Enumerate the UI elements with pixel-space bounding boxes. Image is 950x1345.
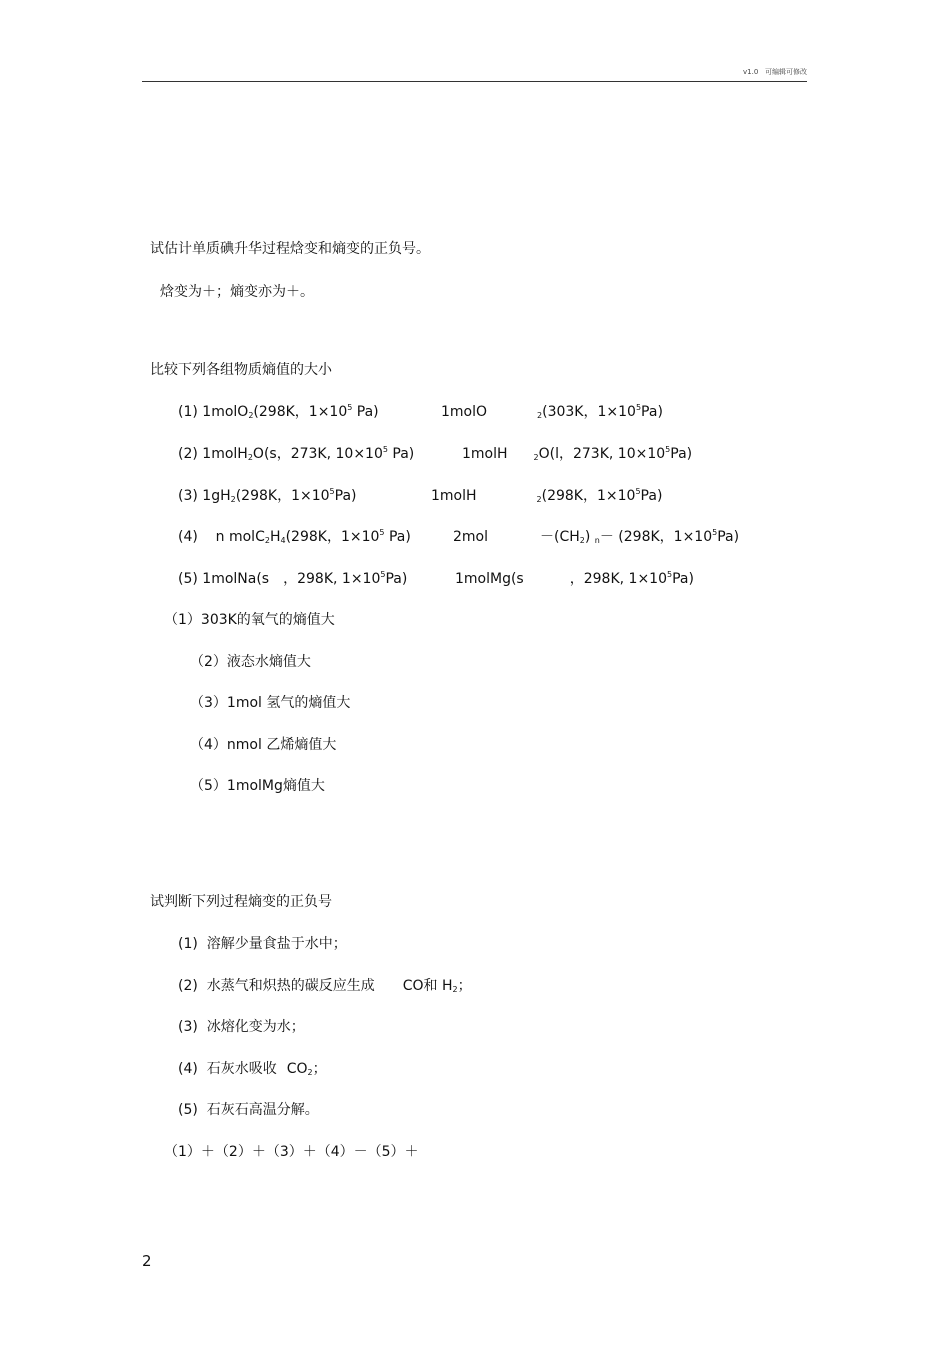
q3-question: 试判断下列过程熵变的正负号 — [150, 894, 332, 910]
q2-item-4-left: (4) n $molC_2H_4(298K$，$1\times 10^5$ Pa) — [178, 528, 411, 545]
q2-item-3-right: 1molH $_2$(298K，$1\times 10^5Pa$) — [431, 487, 663, 504]
header-divider — [142, 81, 807, 82]
q2-question: 比较下列各组物质熵值的大小 — [150, 362, 332, 378]
q2-item-4-mid: 2mol — [453, 529, 488, 545]
q2-item-3-left: (3) $1gH_2(298K$，$1\times 10^5Pa$) — [178, 487, 357, 504]
q2-item-1-right: 1molO $_2$(303K，$1\times 10^5Pa$) — [441, 403, 663, 420]
q3-answer: （1）＋（2）＋（3）＋（4）－（5）＋ — [164, 1144, 419, 1160]
header-version: v1.0 — [743, 68, 759, 76]
q3-item-1: (1) 溶解少量食盐于水中； — [178, 936, 347, 952]
q3-item-3: (3) 冰熔化变为水； — [178, 1019, 305, 1035]
header-note-text: 可编辑可修改 — [765, 68, 807, 76]
page-number: 2 — [142, 1252, 152, 1270]
q1-question: 试估计单质碘升华过程焓变和熵变的正负号。 — [150, 241, 430, 257]
q2-item-4-right: $-(CH_2)$ $_n$－ (298K，$1\times 10^5Pa$) — [540, 528, 740, 545]
q2-item-2-left: (2) 1molH$_2$O(s，273K, $10\times 10^5$ Pa) — [178, 445, 415, 462]
q3-item-5: (5) 石灰石高温分解。 — [178, 1102, 319, 1118]
q2-answer-2: （2）液态水熵值大 — [190, 654, 311, 670]
q2-item-5-right: 1molMg(s ，298K, $1\times 10^5Pa$) — [455, 570, 694, 587]
q2-item-5-left: (5) 1molNa(s ，298K, $1\times 10^5Pa$) — [178, 570, 408, 587]
q3-item-2: (2) 水蒸气和炽热的碳反应生成 CO和 $H_2$； — [178, 978, 472, 994]
header-note — [743, 67, 807, 77]
q2-answer-3: （3）1mol 氢气的熵值大 — [190, 695, 351, 711]
q3-item-4: (4) 石灰水吸收 $CO_2$； — [178, 1061, 327, 1077]
q2-answer-4: （4）nmol 乙烯熵值大 — [190, 737, 337, 753]
q2-answer-1: （1）303K的氧气的熵值大 — [164, 612, 335, 628]
q2-item-1-left: (1) 1molO$_2$(298K，$1\times 10^5$ Pa) — [178, 403, 379, 420]
q2-answer-5: （5）1molMg熵值大 — [190, 778, 325, 794]
q1-answer: 焓变为＋；熵变亦为＋。 — [160, 284, 314, 300]
q2-item-2-right: 1molH $_2$O(l，273K, $10\times 10^5Pa$) — [462, 445, 693, 462]
